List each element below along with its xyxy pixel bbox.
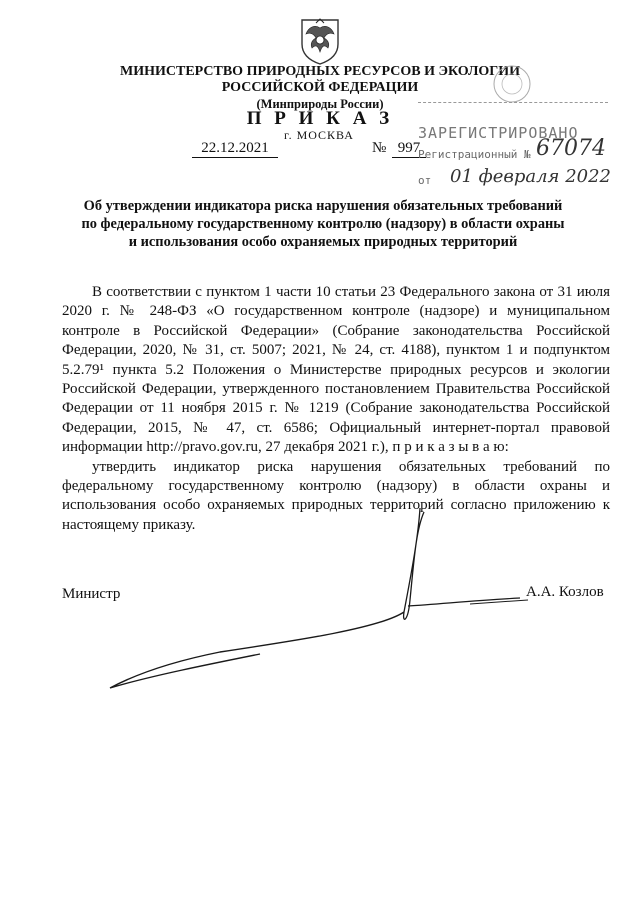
registration-stamp: [404, 62, 628, 192]
body-paragraph-2: утвердить индикатор риска нарушения обязательных требований по федеральному государственному контролю (надзору) в области охраны и использования особо охраняемых природных территорий согласно приложению к настоящему приказу.: [62, 458, 610, 533]
signatory-name: А.А. Козлов: [526, 584, 604, 600]
ministry-name-line1: МИНИСТЕРСТВО ПРИРОДНЫХ РЕСУРСОВ И ЭКОЛОГИИ: [120, 64, 520, 79]
stamp-registered-text: ЗАРЕГИСТРИРОВАНО: [418, 124, 579, 142]
document-type: П Р И К А З: [246, 108, 394, 129]
order-number-label: №: [372, 140, 387, 156]
coat-of-arms-emblem: [296, 14, 344, 66]
title-line-2: по федеральному государственному контролю (надзору) в области охраны: [81, 216, 565, 232]
order-date: 22.12.2021: [192, 140, 278, 158]
signatory-position: Министр: [62, 586, 121, 602]
stamp-date-label: от: [418, 174, 432, 187]
document-title: [58, 197, 588, 251]
stamp-reg-number-label: Регистрационный №: [418, 148, 531, 161]
ministry-name-line2: РОССИЙСКОЙ ФЕДЕРАЦИИ: [221, 80, 419, 95]
order-number: 997: [392, 140, 426, 158]
body-paragraph-1: В соответствии с пунктом 1 части 10 статьи 23 Федерального закона от 31 июля 2020 г. № 248-ФЗ «О государственном контроле (надзоре) и муниципальном контроле в Российской Федерации» (Собрание законодательства Российской Федерации, 2020, № 31, ст. 5007; 2021, № 24, ст. 4188), пунктом 1 и подпунктом 5.2.79¹ пункта 5.2 Положения о Министерстве природных ресурсов и экологии Российской Федерации, утвержденного постановлением Правительства Российской Федерации от 11 ноября 2015 г. № 1219 (Собрание законодательства Российской Федерации, 2015, № 47, ст. 6586; Официальный интернет-портал правовой информации http://pravo.gov.ru, 27 декабря 2021 г.), п р и к а з ы в а ю:: [62, 284, 610, 456]
ministry-short-name: (Минприроды России): [256, 97, 384, 111]
title-line-1: Об утверждении индикатора риска нарушения обязательных требований: [83, 198, 563, 214]
city: г. МОСКВА: [284, 128, 354, 142]
title-line-3: и использования особо охраняемых природных территорий: [128, 234, 518, 250]
stamp-seal-icon: [484, 62, 540, 106]
stamp-reg-number: 67074: [536, 136, 606, 161]
document-body: [62, 283, 610, 535]
stamp-reg-date: 01 февраля 2022: [450, 166, 612, 187]
